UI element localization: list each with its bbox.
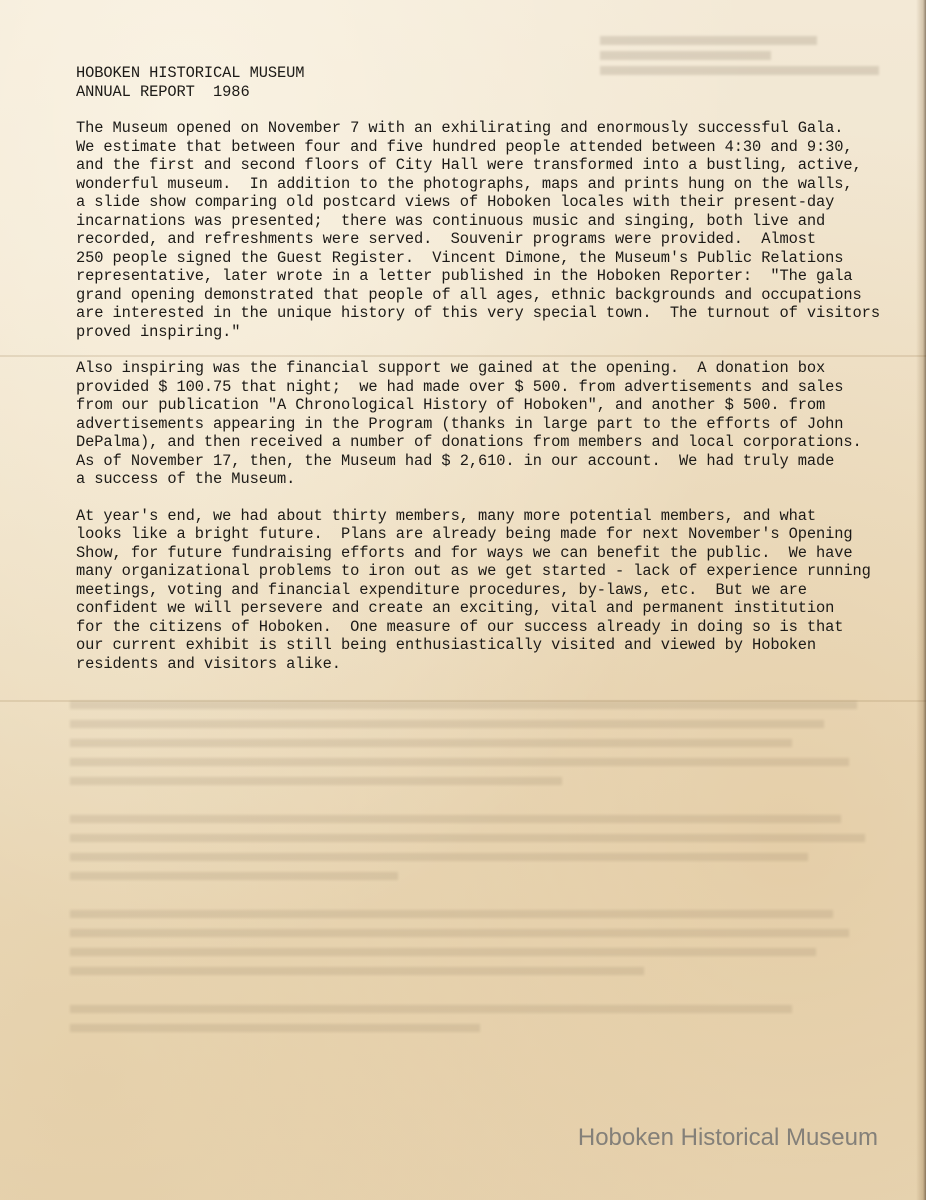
- text-line: confident we will persevere and create an exciting, vital and permanent institution: [76, 599, 835, 617]
- paragraph-opening-gala: [76, 119, 906, 341]
- text-line: provided $ 100.75 that night; we had made over $ 500. from advertisements and sales: [76, 377, 844, 396]
- paragraph-financial-support: [76, 359, 906, 489]
- text-line: looks like a bright future. Plans are already being made for next November's Opening: [76, 525, 853, 543]
- watermark-label: Hoboken Historical Museum: [577, 1124, 878, 1151]
- text-line: The Museum opened on November 7 with an exhilirating and enormously successful Gala.: [76, 119, 844, 137]
- text-line: We estimate that between four and five hundred people attended between 4:30 and 9:30,: [76, 137, 853, 156]
- text-line: for the citizens of Hoboken. One measure of our success already in doing so is that: [76, 617, 844, 636]
- report-heading: [76, 64, 906, 101]
- bleed-through-text: [70, 690, 890, 1090]
- text-line: meetings, voting and financial expenditure procedures, by-laws, etc. But we are: [76, 580, 807, 599]
- text-line: a success of the Museum.: [76, 470, 296, 488]
- text-line: DePalma), and then received a number of donations from members and local corporations.: [76, 433, 862, 451]
- text-line: many organizational problems to iron out as we get started - lack of experience running: [76, 562, 871, 580]
- report-text: [76, 64, 906, 691]
- text-line: our current exhibit is still being enthusiastically visited and viewed by Hoboken: [76, 636, 817, 654]
- text-line: Also inspiring was the financial support we gained at the opening. A donation box: [76, 359, 826, 377]
- text-line: advertisements appearing in the Program (thanks in large part to the efforts of John: [76, 414, 844, 433]
- text-line: incarnations was presented; there was continuous music and singing, both live and: [76, 211, 826, 230]
- text-line: recorded, and refreshments were served. Souvenir programs were provided. Almost: [76, 230, 817, 248]
- text-line: grand opening demonstrated that people of all ages, ethnic backgrounds and occupations: [76, 285, 862, 304]
- museum-name: HOBOKEN HISTORICAL MUSEUM: [76, 64, 305, 82]
- paragraph-year-end: [76, 507, 906, 674]
- text-line: are interested in the unique history of this very special town. The turnout of visitors: [76, 304, 880, 322]
- report-title: ANNUAL REPORT 1986: [76, 82, 250, 101]
- paper-edge-shadow: [916, 0, 926, 1200]
- text-line: a slide show comparing old postcard views of Hoboken locales with their present-day: [76, 193, 835, 211]
- text-line: from our publication "A Chronological History of Hoboken", and another $ 500. from: [76, 396, 826, 414]
- text-line: 250 people signed the Guest Register. Vincent Dimone, the Museum's Public Relations: [76, 248, 844, 267]
- text-line: wonderful museum. In addition to the photographs, maps and prints hung on the walls,: [76, 174, 853, 193]
- text-line: Show, for future fundraising efforts and for ways we can benefit the public. We have: [76, 543, 853, 562]
- text-line: At year's end, we had about thirty members, many more potential members, and what: [76, 506, 817, 525]
- text-line: and the first and second floors of City Hall were transformed into a bustling, active,: [76, 156, 862, 174]
- text-line: residents and visitors alike.: [76, 654, 341, 673]
- text-line: representative, later wrote in a letter published in the Hoboken Reporter: "The gala: [76, 267, 853, 285]
- text-line: proved inspiring.": [76, 322, 241, 341]
- text-line: As of November 17, then, the Museum had $ 2,610. in our account. We had truly made: [76, 451, 835, 470]
